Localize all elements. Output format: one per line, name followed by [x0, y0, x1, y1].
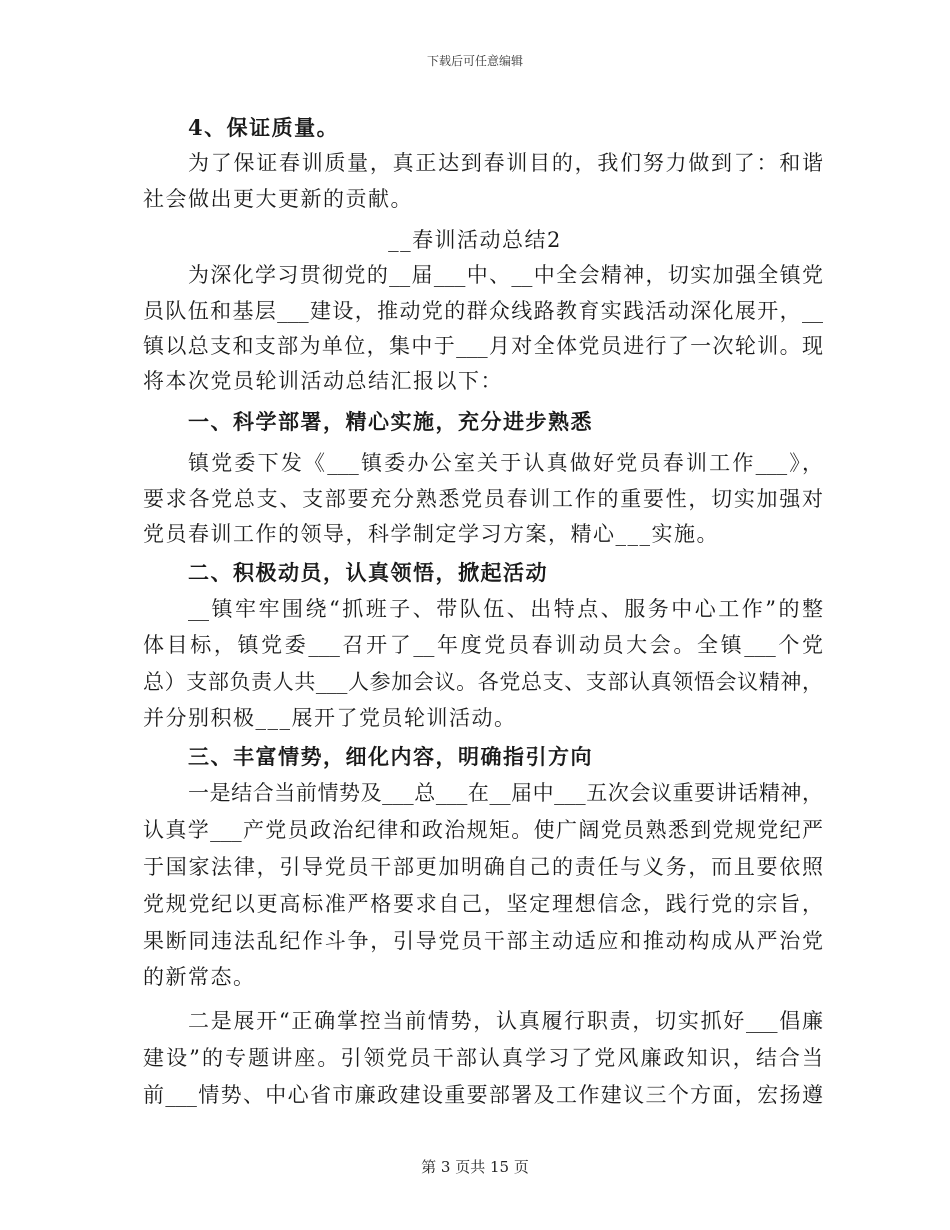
paragraph-line: 二是展开“正确掌控当前情势，认真履行职责，切实抓好___倡廉 — [188, 1009, 823, 1033]
paragraph-line: 要求各党总支、支部要充分熟悉党员春训工作的重要性，切实加强对 — [143, 487, 823, 511]
paragraph-line: 镇党委下发《___镇委办公室关于认真做好党员春训工作___》， — [188, 451, 823, 475]
paragraph-line: 一是结合当前情势及___总___在__届中___五次会议重要讲话精神， — [188, 781, 823, 805]
paragraph-line: 镇以总支和支部为单位，集中于___月对全体党员进行了一次轮训。现 — [143, 334, 823, 358]
paragraph-line: 将本次党员轮训活动总结汇报以下： — [143, 369, 503, 393]
paragraph-line: 为了保证春训质量，真正达到春训目的，我们努力做到了：和谐 — [188, 151, 823, 175]
paragraph-line: 体目标，镇党委___召开了__年度党员春训动员大会。全镇___个党 — [143, 633, 823, 657]
page-number: 第 3 页共 15 页 — [421, 1158, 529, 1176]
sub-heading: 二、积极动员，认真领悟，掀起活动 — [188, 560, 548, 585]
paragraph-line: 党规党纪以更高标准严格要求自己，坚定理想信念，践行党的宗旨， — [143, 892, 823, 916]
item-heading: 4、保证质量。 — [188, 115, 340, 140]
paragraph-line: 果断同违法乱纪作斗争，引导党员干部主动适应和推动构成从严治党 — [143, 929, 823, 953]
paragraph-line: 社会做出更大更新的贡献。 — [143, 187, 413, 211]
section-title: __春训活动总结2 — [388, 228, 562, 252]
paragraph-line: 为深化学习贯彻党的__届___中、__中全会精神，切实加强全镇党 — [188, 263, 823, 287]
paragraph-line: 于国家法律，引导党员干部更加明确自己的责任与义务，而且要依照 — [143, 855, 823, 879]
paragraph-line: 党员春训工作的领导，科学制定学习方案，精心___实施。 — [143, 522, 719, 546]
paragraph-line: 认真学___产党员政治纪律和政治规矩。使广阔党员熟悉到党规党纪严 — [143, 818, 823, 842]
paragraph-line: 总）支部负责人共___人参加会议。各党总支、支部认真领悟会议精神， — [143, 670, 823, 694]
sub-heading: 三、丰富情势，细化内容，明确指引方向 — [188, 744, 593, 769]
paragraph-line: 员队伍和基层___建设，推动党的群众线路教育实践活动深化展开，__ — [143, 299, 823, 323]
paragraph-line: 前___情势、中心省市廉政建设重要部署及工作建议三个方面，宏扬遵 — [143, 1083, 823, 1107]
paragraph-line: 的新常态。 — [143, 965, 256, 989]
paragraph-line: __镇牢牢围绕“抓班子、带队伍、出特点、服务中心工作”的整 — [188, 597, 823, 621]
page-header-note: 下载后可任意编辑 — [426, 54, 523, 68]
sub-heading: 一、科学部署，精心实施，充分进步熟悉 — [188, 409, 593, 434]
paragraph-line: 建设”的专题讲座。引领党员干部认真学习了党风廉政知识，结合当 — [143, 1046, 823, 1070]
paragraph-line: 并分别积极___展开了党员轮训活动。 — [143, 706, 517, 730]
